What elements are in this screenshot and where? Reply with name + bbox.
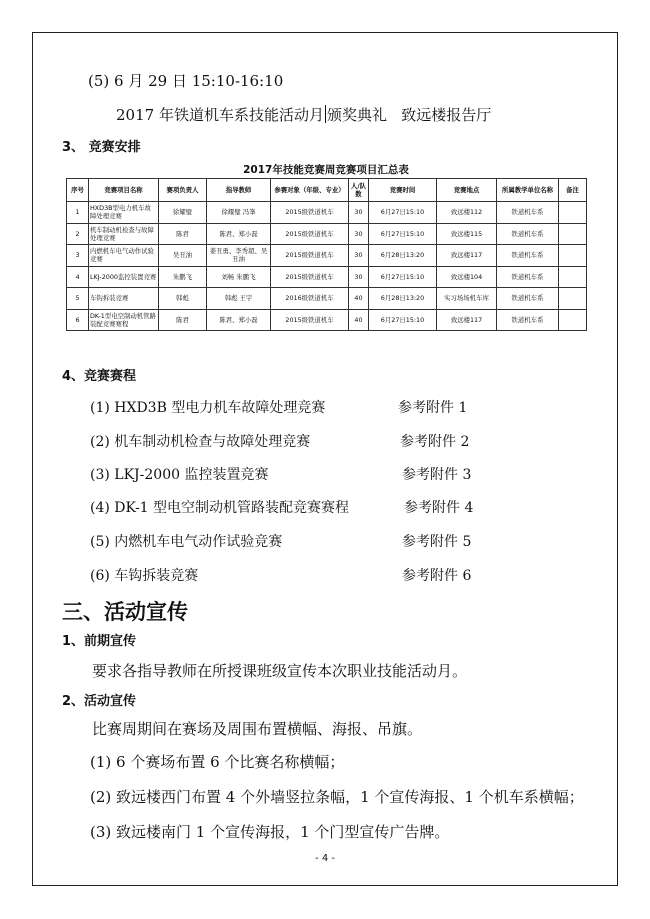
subsection-1-text: 要求各指导教师在所授课班级宣传本次职业技能活动月。 [92,662,468,680]
table-cell: 铁道机车系 [497,223,559,245]
table-cell: 2015级铁道机车 [271,202,349,224]
table-row [67,245,587,267]
table-cell: 致远楼115 [437,223,497,245]
table-cell: 30 [349,202,369,224]
table-cell: 4 [67,266,89,288]
table-cell [559,223,587,245]
table-row [67,288,587,310]
event-item: (5) 内燃机车电气动作试验竞赛 [90,534,283,550]
table-cell [559,202,587,224]
event-item: (4) DK-1 型电空制动机管路装配竞赛赛程 [90,500,350,516]
table-cell: 实习场场机车库 [437,288,497,310]
table-cell: 3 [67,245,89,267]
table-cell: 2015级铁道机车 [271,245,349,267]
header-cell: 竞赛时间 [369,179,437,202]
table-cell: 陈君、郑小磊 [207,309,271,331]
table-cell: 1 [67,202,89,224]
header-cell: 竞赛项目名称 [89,179,159,202]
table-cell: 铁道机车系 [497,288,559,310]
table-cell: 6月28日13:20 [369,245,437,267]
part-3-heading: 三、活动宣传 [62,600,188,624]
table-cell: 徐耀璧 冯峯 [207,202,271,224]
table-cell: 2016级铁道机车 [271,288,349,310]
table-cell: 铁道机车系 [497,202,559,224]
table-cell: 刘畅 朱鹏飞 [207,266,271,288]
event-item: (1) HXD3B 型电力机车故障处理竞赛 [90,400,326,416]
event-item: (3) LKJ-2000 监控装置竞赛 [90,467,269,483]
table-row [67,309,587,331]
event-reference: 参考附件 4 [404,500,474,516]
event-reference: 参考附件 2 [400,434,470,450]
table-cell: 5 [67,288,89,310]
table-caption: 2017年技能竞赛周竞赛项目汇总表 [243,164,409,176]
ceremony-line [116,104,491,125]
table-cell: DK-1型电空制动机管路装配竞赛赛程 [89,309,159,331]
schedule-line: (5) 6 月 29 日 15:10-16:10 [88,72,284,90]
table-cell: 韩彪 [159,288,207,310]
header-cell: 指导教师 [207,179,271,202]
competition-table [66,178,587,331]
event-item: (2) 机车制动机检查与故障处理竞赛 [90,434,311,450]
table-row [67,223,587,245]
table-cell: 6月27日15:10 [369,266,437,288]
table-cell: 陈君 [159,309,207,331]
table-cell: 6月27日15:10 [369,202,437,224]
table-cell: 6 [67,309,89,331]
table-cell: 2 [67,223,89,245]
table-cell: 韩彪 王宇 [207,288,271,310]
header-cell: 参赛对象（年级、专业） [271,179,349,202]
table-header-row [67,179,587,202]
header-cell: 所属教学单位名称 [497,179,559,202]
subsection-2-heading: 2、活动宣传 [62,694,137,709]
table-cell: 徐耀璧 [159,202,207,224]
subsection-2-text: 比赛周期间在赛场及周围布置横幅、海报、吊旗。 [92,720,423,738]
table-cell: 车钩拆装竞赛 [89,288,159,310]
page-number: - 4 - [315,853,335,864]
table-cell: 2015级铁道机车 [271,266,349,288]
table-cell: 6月28日13:20 [369,288,437,310]
header-cell: 序号 [67,179,89,202]
event-reference: 参考附件 3 [402,467,472,483]
table-cell: 内燃机车电气动作试验竞赛 [89,245,159,267]
promo-item: (3) 致远楼南门 1 个宣传海报，1 个门型宣传广告牌。 [90,823,450,841]
table-cell: 陈君 [159,223,207,245]
header-cell: 备注 [559,179,587,202]
table-cell [559,309,587,331]
subsection-1-heading: 1、前期宣传 [62,634,137,649]
table-cell [559,266,587,288]
table-cell: 致远楼117 [437,245,497,267]
promo-item: (1) 6 个赛场布置 6 个比赛名称横幅； [90,753,345,771]
table-cell: 40 [349,288,369,310]
event-item: (6) 车钩拆装竞赛 [90,568,199,584]
table-cell: LKJ-2000监控装置竞赛 [89,266,159,288]
table-cell: 铁道机车系 [497,309,559,331]
table-cell: 铁道机车系 [497,245,559,267]
table-row [67,266,587,288]
section-4-heading: 4、竞赛赛程 [62,369,137,384]
table-cell [559,288,587,310]
table-cell: 陈君、郑小磊 [207,223,271,245]
table-cell: 致远楼104 [437,266,497,288]
header-cell: 人/队数 [349,179,369,202]
table-cell: 致远楼112 [437,202,497,224]
table-cell: 姜丑勇、李秀超、吴丑油 [207,245,271,267]
ceremony-location: 致远楼报告厅 [401,106,492,124]
table-cell: 6月27日15:10 [369,309,437,331]
event-reference: 参考附件 1 [398,400,468,416]
table-cell: 朱鹏飞 [159,266,207,288]
event-reference: 参考附件 5 [402,534,472,550]
ceremony-title: 2017 年铁道机车系技能活动月 [116,106,324,124]
text-cursor [325,105,326,123]
event-reference: 参考附件 6 [402,568,472,584]
table-cell [559,245,587,267]
table-cell: 致远楼117 [437,309,497,331]
table-cell: 30 [349,223,369,245]
header-cell: 赛项负责人 [159,179,207,202]
table-cell: HXD3B型电力机车故障处理竞赛 [89,202,159,224]
table-cell: 机车制动机检查与故障处理竞赛 [89,223,159,245]
table-cell: 铁道机车系 [497,266,559,288]
table-row [67,202,587,224]
table-cell: 30 [349,245,369,267]
table-cell: 2015级铁道机车 [271,223,349,245]
table-cell: 6月27日15:10 [369,223,437,245]
table-cell: 30 [349,266,369,288]
header-cell: 竞赛地点 [437,179,497,202]
section-3-heading: 3、 竞赛安排 [62,140,141,155]
table-cell: 吴丑油 [159,245,207,267]
table-cell: 2015级铁道机车 [271,309,349,331]
promo-item: (2) 致远楼西门布置 4 个外墙竖拉条幅，1 个宣传海报、1 个机车系横幅； [90,788,584,806]
ceremony-award: 颁奖典礼 [326,106,387,124]
table-cell: 40 [349,309,369,331]
